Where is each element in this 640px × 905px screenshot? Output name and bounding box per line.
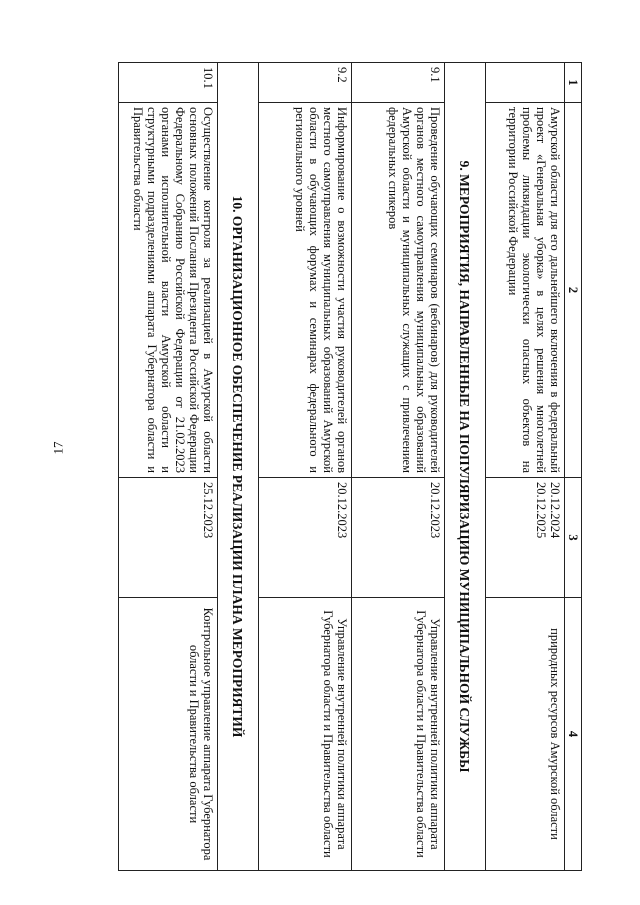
row-date: 20.12.2023 [352, 478, 445, 598]
row-date: 20.12.2024 20.12.2025 [486, 478, 565, 598]
row-activity: Информирование о возможности участия руководителей органов местного самоуправления муниципальных образований Амурской области в обучающих форумах и семинарах федерального и регионального уровней [259, 103, 352, 478]
section-10-title: 10. ОРГАНИЗАЦИОННОЕ ОБЕСПЕЧЕНИЕ РЕАЛИЗАЦИИ ПЛАНА МЕРОПРИЯТИЙ [218, 63, 259, 871]
table-row [259, 63, 352, 871]
activities-table [118, 62, 582, 871]
header-col-4: 4 [565, 598, 582, 871]
row-date: 20.12.2023 [259, 478, 352, 598]
section-9-title: 9. МЕРОПРИЯТИЯ, НАПРАВЛЕННЫЕ НА ПОПУЛЯРИЗАЦИЮ МУНИЦИПАЛЬНОЙ СЛУЖБЫ [445, 63, 486, 871]
section-9-header [445, 63, 486, 871]
row-date: 25.12.2023 [119, 478, 218, 598]
table-header-row [565, 63, 582, 871]
row-activity: Амурской области для его дальнейшего включения в федеральный проект «Генеральная уборка» в целях решения многолетней проблемы ликвидации экологически опасных объектов на территории Российской Федерации [486, 103, 565, 478]
header-col-1: 1 [565, 63, 582, 103]
document-sheet [110, 62, 582, 870]
row-activity: Осуществление контроля за реализацией в Амурской области основных положений Послания Президента Российской Федерации Федеральному Собранию Российской Федерации от 21.02.2023 органами исполнительной власти Амурской области и структурными подразделениями аппарата Губернатора области и Правительства области [119, 103, 218, 478]
row-responsible: Управление внутренней политики аппарата Губернатора области и Правительства области [259, 598, 352, 871]
row-number: 9.1 [352, 63, 445, 103]
header-col-3: 3 [565, 478, 582, 598]
row-number: 9.2 [259, 63, 352, 103]
row-responsible: Управление внутренней политики аппарата Губернатора области и Правительства области [352, 598, 445, 871]
table-row [352, 63, 445, 871]
section-10-header [218, 63, 259, 871]
row-responsible: природных ресурсов Амурской области [486, 598, 565, 871]
row-activity: Проведение обучающих семинаров (вебинаров) для руководителей органов местного самоуправления муниципальных образований Амурской области и муниципальных служащих с привлечением федеральных спикеров [352, 103, 445, 478]
header-col-2: 2 [565, 103, 582, 478]
table-row [119, 63, 218, 871]
row-responsible: Контрольное управление аппарата Губернатора области и Правительства области [119, 598, 218, 871]
table-row [486, 63, 565, 871]
page-number: 17 [50, 441, 66, 455]
row-number [486, 63, 565, 103]
row-number: 10.1 [119, 63, 218, 103]
